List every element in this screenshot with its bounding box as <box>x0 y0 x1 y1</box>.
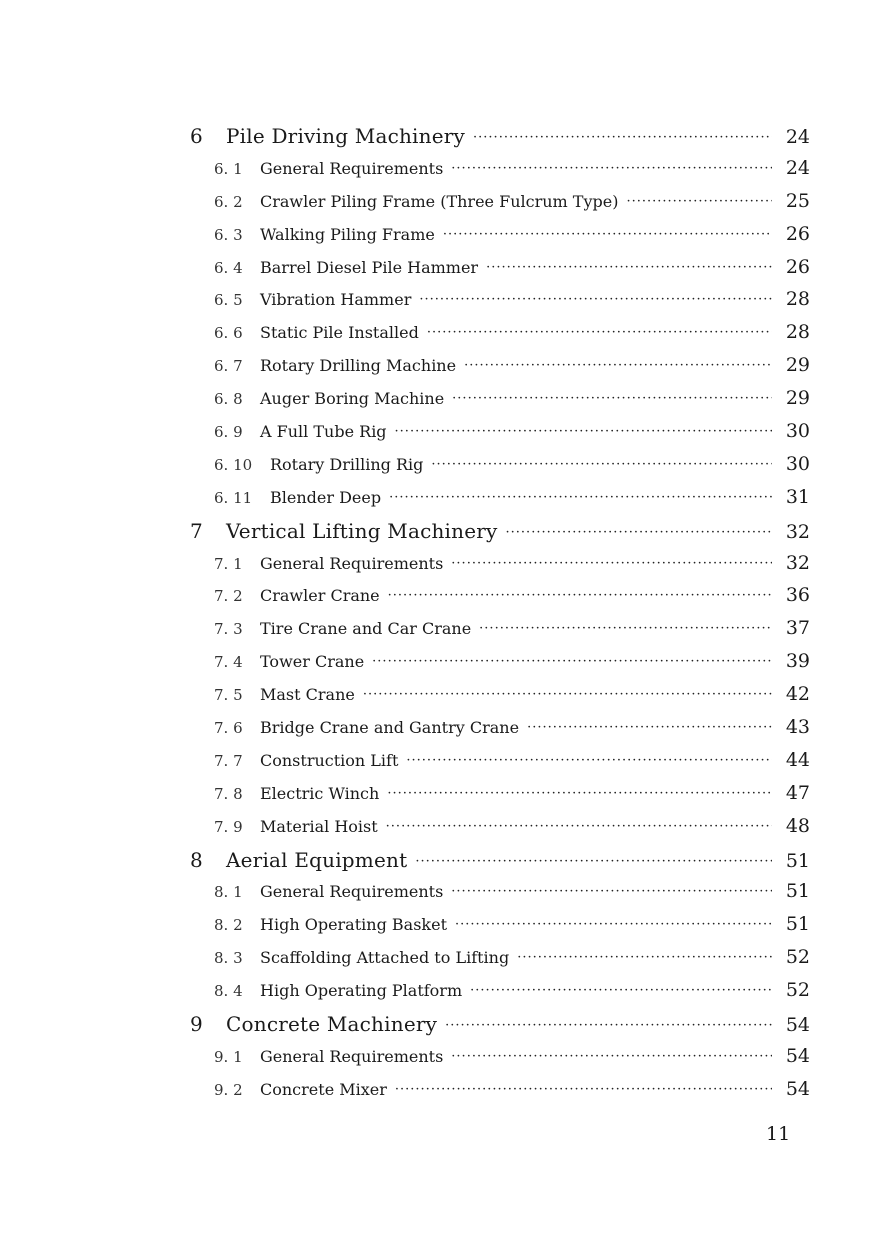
toc-section-row[interactable] <box>190 782 810 815</box>
toc-entry-number: 8. 4 <box>214 982 243 1001</box>
toc-section-row[interactable] <box>190 486 810 519</box>
dot-leader <box>451 161 772 176</box>
toc-entry-number: 6. 10 <box>214 455 253 474</box>
dot-leader <box>626 194 772 209</box>
toc-entry-title: Concrete Mixer <box>260 1079 387 1099</box>
toc-section-row[interactable] <box>190 650 810 683</box>
toc-entry-title: Crawler Crane <box>260 586 380 606</box>
toc-entry-title: Construction Lift <box>260 750 399 770</box>
dot-leader <box>451 556 772 571</box>
dot-leader <box>470 983 772 998</box>
toc-entry-title: A Full Tube Rig <box>260 422 387 442</box>
toc-entry-number: 9. 2 <box>214 1080 243 1099</box>
toc-entry-number: 6. 9 <box>214 423 243 442</box>
toc-chapter-row[interactable] <box>190 1012 810 1045</box>
dot-leader <box>451 1049 772 1064</box>
toc-entry-page: 48 <box>785 814 810 837</box>
toc-entry-number: 6. 5 <box>214 291 243 310</box>
toc-entry-title: Vertical Lifting Machinery <box>226 518 498 543</box>
toc-entry-title: General Requirements <box>260 158 444 178</box>
toc-entry-page: 28 <box>785 288 810 311</box>
toc-entry-title: Bridge Crane and Gantry Crane <box>260 718 520 738</box>
toc-entry-title: Tire Crane and Car Crane <box>260 619 472 639</box>
toc-entry-title: Vibration Hammer <box>260 290 412 310</box>
toc-entry-number: 7. 6 <box>214 719 243 738</box>
toc-entry-number: 6. 8 <box>214 390 243 409</box>
toc-section-row[interactable] <box>190 354 810 387</box>
toc-entry-page: 24 <box>785 156 810 179</box>
dot-leader <box>486 260 772 275</box>
dot-leader <box>419 292 772 307</box>
toc-section-row[interactable] <box>190 1045 810 1078</box>
page-number: 11 <box>766 1123 791 1145</box>
toc-entry-number: 6. 4 <box>214 258 243 277</box>
toc-entry-title: Scaffolding Attached to Lifting <box>260 948 510 968</box>
dot-leader <box>415 854 772 869</box>
dot-leader <box>506 525 772 540</box>
dot-leader <box>427 325 772 340</box>
toc-entry-page: 28 <box>785 321 810 344</box>
toc-entry-number: 8. 3 <box>214 949 243 968</box>
toc-entry-title: Auger Boring Machine <box>260 389 445 409</box>
toc-entry-title: Rotary Drilling Rig <box>270 454 424 474</box>
toc-entry-number: 7. 7 <box>214 751 243 770</box>
toc-entry-number: 8. 1 <box>214 883 243 902</box>
toc-section-row[interactable] <box>190 190 810 223</box>
toc-entry-number: 9 <box>190 1012 203 1037</box>
toc-entry-title: Blender Deep <box>270 487 382 507</box>
toc-entry-title: High Operating Platform <box>260 981 463 1001</box>
toc-entry-page: 52 <box>785 979 810 1002</box>
toc-entry-number: 7. 9 <box>214 817 243 836</box>
toc-section-row[interactable] <box>190 979 810 1012</box>
toc-entry-number: 7. 3 <box>214 620 243 639</box>
toc-entry-page: 29 <box>785 387 810 410</box>
toc-section-row[interactable] <box>190 913 810 946</box>
toc-chapter-row[interactable] <box>190 848 810 881</box>
toc-entry-number: 6. 11 <box>214 488 253 507</box>
toc-entry-number: 7 <box>190 518 203 543</box>
toc-entry-page: 39 <box>785 650 810 673</box>
dot-leader <box>451 884 772 899</box>
toc-section-row[interactable] <box>190 880 810 913</box>
toc-entry-title: Material Hoist <box>260 816 378 836</box>
toc-entry-page: 29 <box>785 354 810 377</box>
dot-leader <box>431 457 772 472</box>
toc-section-row[interactable] <box>190 749 810 782</box>
dot-leader <box>473 130 772 145</box>
toc-entry-title: Pile Driving Machinery <box>226 124 466 148</box>
toc-entry-title: Electric Winch <box>260 783 380 803</box>
dot-leader <box>452 391 772 406</box>
dot-leader <box>406 753 772 768</box>
toc-entry-title: Concrete Machinery <box>226 1012 438 1037</box>
dot-leader <box>443 227 772 242</box>
toc-section-row[interactable] <box>190 552 810 585</box>
toc-entry-page: 30 <box>785 452 810 475</box>
toc-entry-page: 26 <box>785 222 810 245</box>
dot-leader <box>387 786 772 801</box>
toc-entry-title: Mast Crane <box>260 685 355 705</box>
toc-section-row[interactable] <box>190 256 810 289</box>
dot-leader <box>395 1082 772 1097</box>
table-of-contents <box>190 124 810 1111</box>
toc-entry-page: 37 <box>785 617 810 640</box>
toc-entry-page: 44 <box>785 748 810 771</box>
toc-entry-page: 42 <box>785 683 810 706</box>
toc-entry-number: 7. 4 <box>214 653 243 672</box>
toc-section-row[interactable] <box>190 946 810 979</box>
dot-leader <box>479 621 772 636</box>
toc-entry-number: 6. 2 <box>214 192 243 211</box>
toc-entry-title: Static Pile Installed <box>260 323 419 343</box>
toc-entry-page: 31 <box>785 485 810 508</box>
toc-entry-number: 6 <box>190 124 203 148</box>
toc-section-row[interactable] <box>190 288 810 321</box>
toc-entry-title: General Requirements <box>260 882 444 902</box>
toc-entry-page: 30 <box>785 420 810 443</box>
toc-entry-page: 54 <box>785 1014 810 1037</box>
dot-leader <box>388 588 772 603</box>
toc-entry-title: Aerial Equipment <box>226 847 408 872</box>
toc-chapter-row[interactable] <box>190 519 810 552</box>
toc-entry-page: 25 <box>785 189 810 212</box>
toc-section-row[interactable] <box>190 420 810 453</box>
toc-section-row[interactable] <box>190 617 810 650</box>
toc-entry-page: 43 <box>785 716 810 739</box>
toc-entry-number: 6. 3 <box>214 225 243 244</box>
toc-section-row[interactable] <box>190 683 810 716</box>
toc-section-row[interactable] <box>190 157 810 190</box>
toc-entry-page: 51 <box>785 880 810 903</box>
toc-section-row[interactable] <box>190 453 810 486</box>
toc-entry-title: General Requirements <box>260 553 444 573</box>
toc-entry-page: 51 <box>785 913 810 936</box>
toc-entry-page: 32 <box>785 520 810 543</box>
toc-entry-number: 9. 1 <box>214 1047 243 1066</box>
toc-entry-page: 32 <box>785 551 810 574</box>
dot-leader <box>527 720 772 735</box>
toc-entry-page: 51 <box>785 849 810 872</box>
toc-entry-title: Tower Crane <box>260 652 365 672</box>
toc-section-row[interactable] <box>190 223 810 256</box>
toc-entry-title: Crawler Piling Frame (Three Fulcrum Type) <box>260 191 619 211</box>
dot-leader <box>517 950 772 965</box>
toc-chapter-row[interactable] <box>190 124 810 157</box>
toc-entry-number: 7. 2 <box>214 587 243 606</box>
toc-entry-number: 8 <box>190 847 203 872</box>
toc-entry-number: 6. 7 <box>214 357 243 376</box>
toc-section-row[interactable] <box>190 1078 810 1111</box>
dot-leader <box>395 424 772 439</box>
toc-section-row[interactable] <box>190 815 810 848</box>
toc-entry-page: 26 <box>785 255 810 278</box>
toc-entry-number: 6. 1 <box>214 159 243 178</box>
toc-entry-title: High Operating Basket <box>260 915 447 935</box>
toc-entry-page: 36 <box>785 584 810 607</box>
toc-entry-title: Barrel Diesel Pile Hammer <box>260 257 479 277</box>
dot-leader <box>363 687 772 702</box>
toc-entry-number: 6. 6 <box>214 324 243 343</box>
toc-entry-page: 54 <box>785 1044 810 1067</box>
dot-leader <box>386 819 772 834</box>
toc-entry-page: 47 <box>785 781 810 804</box>
toc-entry-number: 7. 5 <box>214 686 243 705</box>
toc-section-row[interactable] <box>190 387 810 420</box>
dot-leader <box>464 358 772 373</box>
toc-entry-number: 7. 8 <box>214 784 243 803</box>
toc-entry-page: 54 <box>785 1077 810 1100</box>
toc-entry-title: General Requirements <box>260 1046 444 1066</box>
dot-leader <box>389 490 772 505</box>
toc-entry-number: 8. 2 <box>214 916 243 935</box>
toc-entry-page: 24 <box>785 126 810 148</box>
dot-leader <box>455 917 772 932</box>
toc-section-row[interactable] <box>190 716 810 749</box>
toc-entry-title: Rotary Drilling Machine <box>260 356 457 376</box>
toc-entry-page: 52 <box>785 946 810 969</box>
dot-leader <box>372 654 772 669</box>
toc-section-row[interactable] <box>190 584 810 617</box>
toc-entry-title: Walking Piling Frame <box>260 224 435 244</box>
toc-section-row[interactable] <box>190 321 810 354</box>
dot-leader <box>445 1018 772 1033</box>
toc-entry-number: 7. 1 <box>214 554 243 573</box>
